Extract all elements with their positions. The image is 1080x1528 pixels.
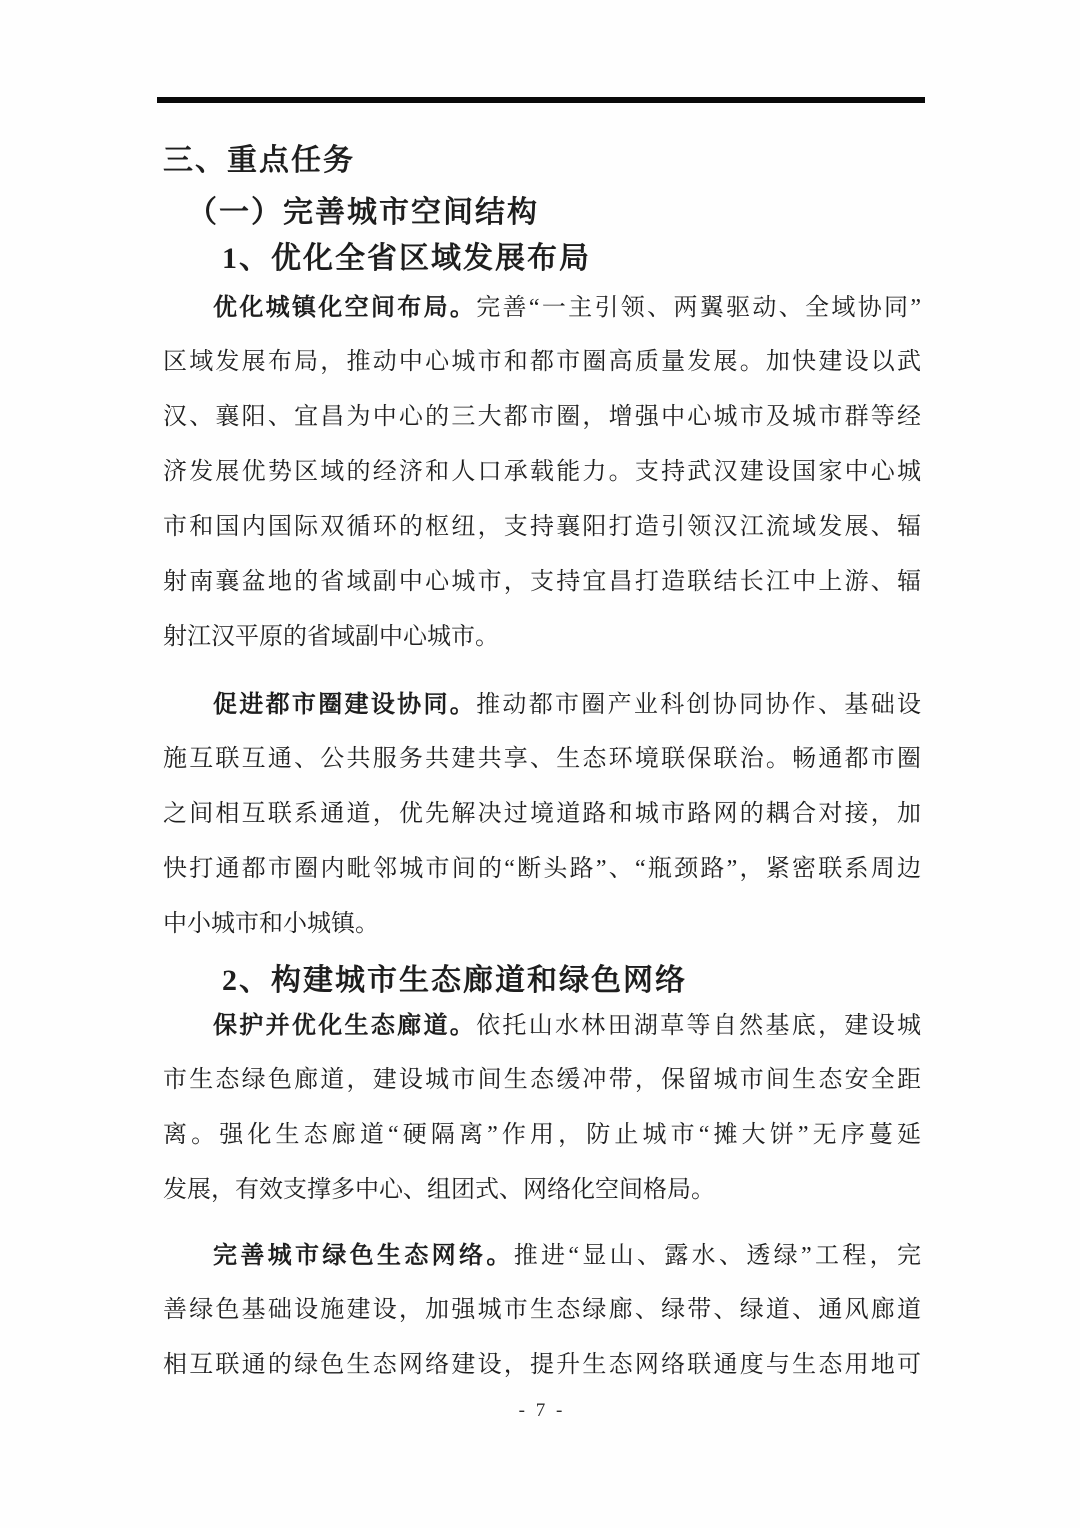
paragraph-line: 汉、襄阳、宜昌为中心的三大都市圈，增强中心城市及城市群等经 xyxy=(163,404,921,430)
paragraph-lead-text: 优化城镇化空间布局。 xyxy=(213,294,477,321)
paragraph xyxy=(163,677,921,952)
paragraph-line: 之间相互联系通道，优先解决过境道路和城市路网的耦合对接，加 xyxy=(163,801,921,827)
paragraph-text: 推进“显山、露水、透绿”工程，完 xyxy=(513,1243,921,1269)
subsection-heading: （一）完善城市空间结构 xyxy=(187,196,539,229)
paragraph xyxy=(163,998,921,1218)
paragraph-line xyxy=(163,677,921,732)
paragraph-line xyxy=(163,280,921,335)
page-number: - 7 - xyxy=(518,1400,566,1421)
paragraph-line: 发展，有效支撑多中心、组团式、网络化空间格局。 xyxy=(163,1177,715,1203)
paragraph-line: 射南襄盆地的省域副中心城市，支持宜昌打造联结长江中上游、辐 xyxy=(163,569,921,595)
paragraph-line xyxy=(163,998,921,1053)
paragraph-line: 快打通都市圈内毗邻城市间的“断头路”、“瓶颈路”，紧密联系周边 xyxy=(163,856,921,882)
paragraph-line: 离。强化生态廊道“硬隔离”作用，防止城市“摊大饼”无序蔓延 xyxy=(163,1122,921,1148)
paragraph-lead-text: 保护并优化生态廊道。 xyxy=(213,1012,477,1039)
paragraph-line: 济发展优势区域的经济和人口承载能力。支持武汉建设国家中心城 xyxy=(163,459,921,485)
paragraph-line: 相互联通的绿色生态网络建设，提升生态网络联通度与生态用地可 xyxy=(163,1352,921,1378)
paragraph-lead-text: 完善城市绿色生态网络。 xyxy=(213,1242,514,1269)
paragraph-text: 推动都市圈产业科创协同协作、基础设 xyxy=(476,692,921,718)
paragraph-line: 区域发展布局，推动中心城市和都市圈高质量发展。加快建设以武 xyxy=(163,349,921,375)
document-body xyxy=(163,0,921,1421)
paragraph xyxy=(163,1228,921,1393)
paragraph-line: 中小城市和小城镇。 xyxy=(163,911,379,937)
paragraph-line xyxy=(163,1228,921,1283)
section-heading: 三、重点任务 xyxy=(163,144,355,177)
paragraph-line: 施互联互通、公共服务共建共享、生态环境联保联治。畅通都市圈 xyxy=(163,746,921,772)
paragraph-line: 射江汉平原的省域副中心城市。 xyxy=(163,624,499,650)
numbered-heading: 1、优化全省区域发展布局 xyxy=(222,242,591,275)
paragraph-text: 依托山水林田湖草等自然基底，建设城 xyxy=(476,1013,921,1039)
paragraph-line: 市生态绿色廊道，建设城市间生态缓冲带，保留城市间生态安全距 xyxy=(163,1067,921,1093)
paragraph-line: 市和国内国际双循环的枢纽，支持襄阳打造引领汉江流域发展、辐 xyxy=(163,514,921,540)
paragraph-lead-text: 促进都市圈建设协同。 xyxy=(213,691,477,718)
paragraph-line: 善绿色基础设施建设，加强城市生态绿廊、绿带、绿道、通风廊道 xyxy=(163,1297,921,1323)
paragraph-text: 完善“一主引领、两翼驱动、全域协同” xyxy=(476,295,921,321)
numbered-heading: 2、构建城市生态廊道和绿色网络 xyxy=(222,964,687,997)
paragraph xyxy=(163,280,921,665)
